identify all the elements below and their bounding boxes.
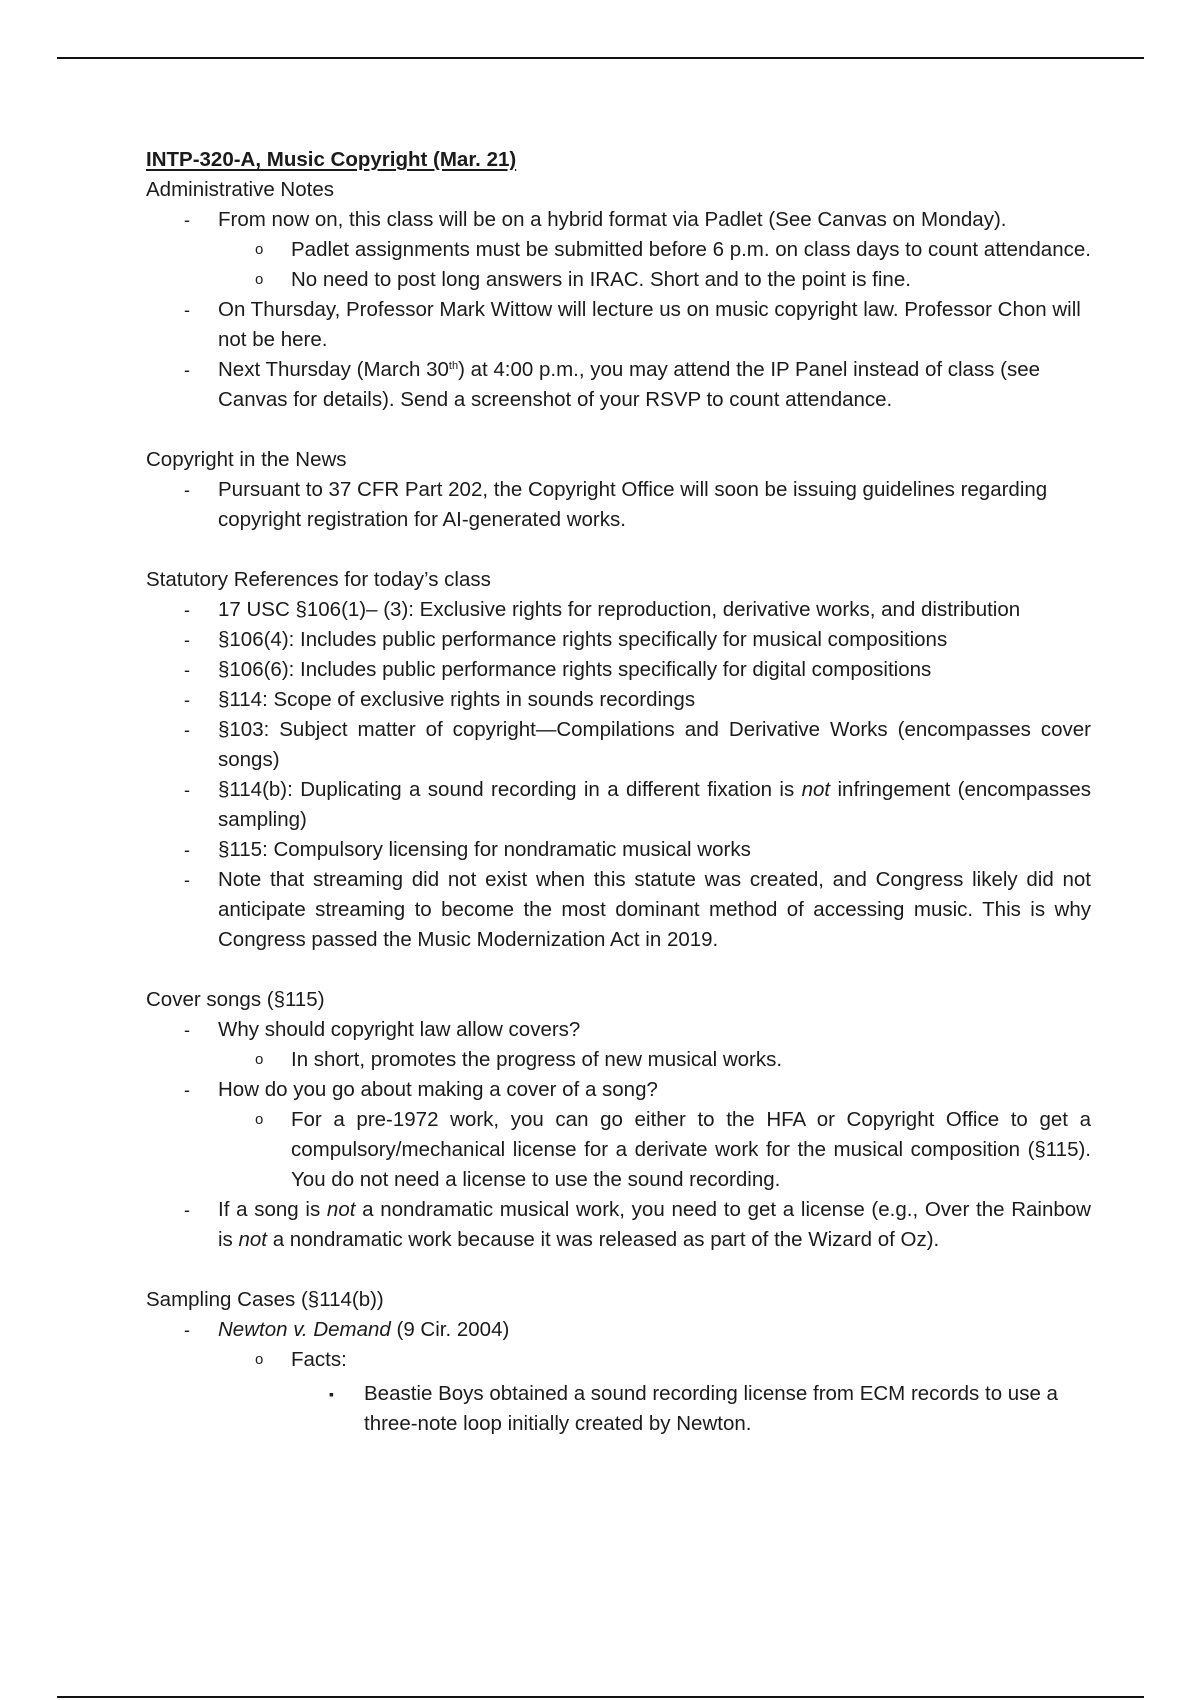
list-item (146, 685, 1091, 715)
list-item (146, 1315, 1091, 1345)
emphasis-not: not (801, 778, 831, 801)
dash-bullet: - (184, 1200, 190, 1220)
nondramatic-text-3: a nondramatic work because it was released as part of the Wizard of Oz). (267, 1228, 940, 1251)
list-item (146, 715, 1091, 775)
dash-bullet: - (184, 720, 190, 740)
circle-bullet: o (255, 1111, 264, 1128)
list-item-text: Why should copyright law allow covers? (218, 1018, 581, 1041)
case-name: Newton v. Demand (218, 1318, 391, 1341)
list-item-text: No need to post long answers in IRAC. Short and to the point is fine. (291, 268, 911, 291)
dash-bullet: - (184, 1020, 190, 1040)
section-heading-statutory: Statutory References for today’s class (146, 568, 491, 591)
s114b-text-end: infringement (encompasses sampling) (218, 778, 1091, 831)
list-item (146, 475, 1091, 535)
list-item (146, 655, 1091, 685)
list-item (146, 205, 1091, 235)
list-item (146, 1105, 1091, 1195)
nondramatic-text-2: a nondramatic musical work, you need to get a license (e.g., Over the Rainbow is (218, 1198, 1091, 1251)
dash-bullet: - (184, 210, 190, 230)
dash-bullet: - (184, 1320, 190, 1340)
header-rule (57, 57, 1144, 59)
list-item-text: 17 USC §106(1)– (3): Exclusive rights for reproduction, derivative works, and distribution (218, 598, 1021, 621)
list-item-text (218, 778, 1091, 831)
list-item (146, 1045, 1091, 1075)
dash-bullet: - (184, 480, 190, 500)
circle-bullet: o (255, 1351, 264, 1368)
dash-bullet: - (184, 300, 190, 320)
nondramatic-text-1: If a song is (218, 1198, 327, 1221)
list-item-text (218, 1318, 509, 1341)
list-item (146, 235, 1091, 265)
list-item (146, 1015, 1091, 1045)
document-body (146, 145, 1091, 1439)
circle-bullet: o (255, 241, 264, 258)
footer-rule (57, 1696, 1144, 1698)
ordinal-suffix: th (448, 360, 459, 372)
dash-bullet: - (184, 840, 190, 860)
list-item-text (218, 1198, 1091, 1251)
section-heading-sampling: Sampling Cases (§114(b)) (146, 1288, 384, 1311)
list-item (146, 295, 1091, 355)
square-bullet: ▪ (329, 1386, 334, 1402)
list-item (146, 865, 1091, 955)
section-spacer (146, 955, 1091, 985)
list-item-text: How do you go about making a cover of a song? (218, 1078, 658, 1101)
emphasis-not: not (326, 1198, 356, 1221)
list-item-text: §114: Scope of exclusive rights in sounds recordings (218, 688, 696, 711)
list-item-text: §103: Subject matter of copyright—Compilations and Derivative Works (encompasses cover songs) (218, 718, 1091, 771)
list-item-text: For a pre-1972 work, you can go either to the HFA or Copyright Office to get a compulsory/mechanical license for a derivate work for the musical composition (§115). You do not need a license to use the sound recording. (291, 1108, 1091, 1191)
dash-bullet: - (184, 780, 190, 800)
list-item-text: §106(6): Includes public performance rights specifically for digital compositions (218, 658, 932, 681)
circle-bullet: o (255, 1051, 264, 1068)
list-item (146, 1379, 1091, 1439)
list-item (146, 1345, 1091, 1375)
emphasis-not: not (238, 1228, 267, 1251)
list-item-text: Beastie Boys obtained a sound recording license from ECM records to use a three-note loop initially created by Newton. (364, 1382, 1058, 1435)
list-item (146, 355, 1091, 415)
dash-bullet: - (184, 690, 190, 710)
list-item-text: From now on, this class will be on a hybrid format via Padlet (See Canvas on Monday). (218, 208, 1007, 231)
dash-bullet: - (184, 1080, 190, 1100)
section-spacer (146, 1255, 1091, 1285)
list-item-text: On Thursday, Professor Mark Wittow will lecture us on music copyright law. Professor Chon will not be here. (218, 298, 1081, 351)
list-item-text: Padlet assignments must be submitted before 6 p.m. on class days to count attendance. (291, 238, 1091, 261)
page-title: INTP-320-A, Music Copyright (Mar. 21) (146, 148, 517, 171)
list-item (146, 835, 1091, 865)
dash-bullet: - (184, 360, 190, 380)
list-item-text: §115: Compulsory licensing for nondramatic musical works (218, 838, 751, 861)
list-item-text: Note that streaming did not exist when this statute was created, and Congress likely did not anticipate streaming to become the most dominant method of accessing music. This is why Congress passed the Music Modernization Act in 2019. (218, 868, 1091, 951)
panel-text-end: ) at 4:00 p.m., you may attend the IP Panel instead of class (see Canvas for details). Send a screenshot of your RSVP to count attendance. (218, 358, 1041, 411)
list-item (146, 1195, 1091, 1255)
list-item (146, 775, 1091, 835)
list-item (146, 1075, 1091, 1105)
list-item-text: In short, promotes the progress of new musical works. (291, 1048, 783, 1071)
section-heading-news: Copyright in the News (146, 448, 347, 471)
list-item-text (218, 358, 1040, 411)
circle-bullet: o (255, 271, 264, 288)
list-item (146, 595, 1091, 625)
dash-bullet: - (184, 630, 190, 650)
section-spacer (146, 535, 1091, 565)
section-heading-covers: Cover songs (§115) (146, 988, 325, 1011)
dash-bullet: - (184, 660, 190, 680)
s114b-text-start: §114(b): Duplicating a sound recording in a different fixation is (218, 778, 802, 801)
panel-text-start: Next Thursday (March 30 (218, 358, 449, 381)
dash-bullet: - (184, 600, 190, 620)
section-spacer (146, 415, 1091, 445)
case-citation: (9 Cir. 2004) (390, 1318, 510, 1341)
list-item-text: Facts: (291, 1348, 347, 1371)
list-item (146, 265, 1091, 295)
list-item-text: Pursuant to 37 CFR Part 202, the Copyright Office will soon be issuing guidelines regarding copyright registration for AI-generated works. (218, 478, 1048, 531)
dash-bullet: - (184, 870, 190, 890)
section-heading-admin: Administrative Notes (146, 178, 334, 201)
list-item (146, 625, 1091, 655)
list-item-text: §106(4): Includes public performance rights specifically for musical compositions (218, 628, 948, 651)
